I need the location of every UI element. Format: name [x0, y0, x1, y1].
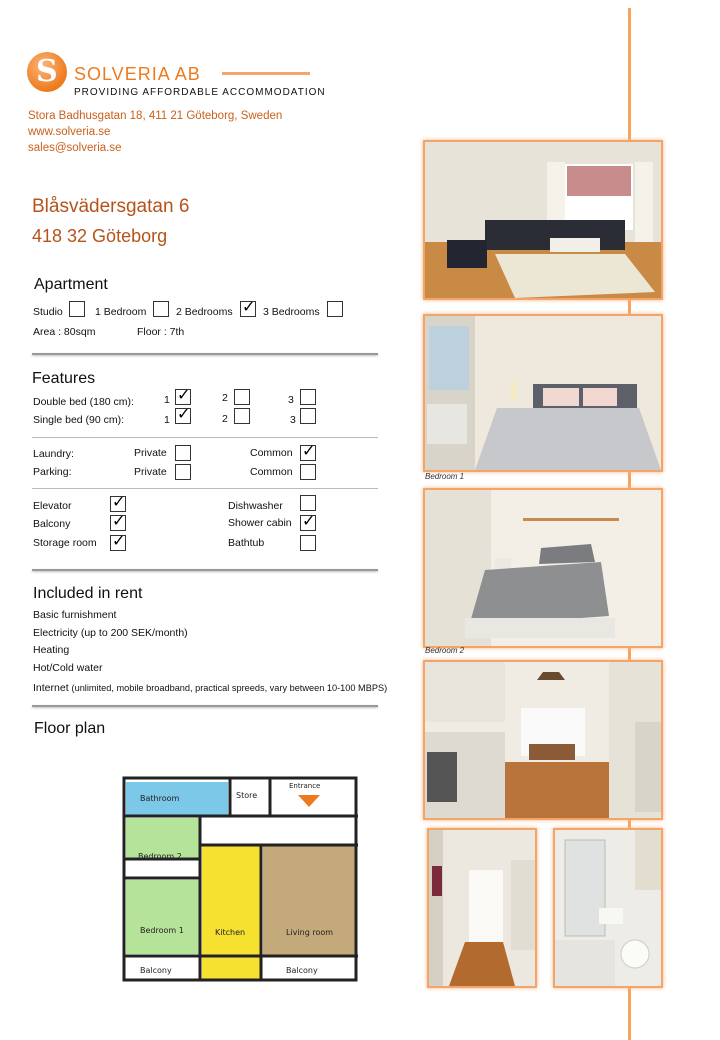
type-studio-checkbox[interactable]	[69, 301, 85, 317]
included-heading: Included in rent	[33, 585, 143, 602]
bathtub-label: Bathtub	[228, 537, 265, 549]
floor-plan	[118, 770, 368, 985]
photo-bedroom-1	[423, 314, 663, 472]
dishwasher-label: Dishwasher	[228, 500, 283, 512]
included-item: Heating	[33, 644, 70, 656]
laundry-private-label: Private	[134, 447, 167, 459]
room-kitchen: Kitchen	[215, 928, 246, 937]
bedroom-2-image	[425, 490, 661, 646]
parking-private-label: Private	[134, 466, 167, 478]
included-item: Basic furnishment	[33, 609, 117, 621]
parking-label: Parking:	[33, 466, 72, 478]
room-bedroom2: Bedroom 2	[138, 852, 182, 861]
storage-label: Storage room	[33, 537, 97, 549]
logo-letter: S	[36, 54, 58, 89]
type-1bed-checkbox[interactable]	[153, 301, 169, 317]
elevator-checkbox[interactable]	[110, 496, 126, 512]
photo-bathroom	[553, 828, 663, 988]
company-email[interactable]: sales@solveria.se	[28, 142, 122, 154]
included-item: Electricity (up to 200 SEK/month)	[33, 627, 188, 639]
photo-kitchen	[423, 660, 663, 820]
section-divider	[32, 569, 378, 571]
room-bedroom1: Bedroom 1	[140, 926, 184, 935]
shower-label: Shower cabin	[228, 517, 292, 529]
parking-common-checkbox[interactable]	[300, 464, 316, 480]
company-address: Stora Badhusgatan 18, 411 21 Göteborg, Sweden	[28, 110, 283, 122]
single-bed-n3: 3	[290, 414, 296, 426]
kitchen-image	[425, 662, 661, 818]
single-bed-3-checkbox[interactable]	[300, 408, 316, 424]
bathroom-image	[555, 830, 661, 986]
double-bed-label: Double bed (180 cm):	[33, 396, 134, 408]
internet-note: (unlimited, mobile broadband, practical spreeds, vary between 10-100 MBPS)	[71, 683, 388, 693]
room-balcony-left: Balcony	[140, 966, 172, 975]
elevator-label: Elevator	[33, 500, 72, 512]
double-bed-1-checkbox[interactable]	[175, 389, 191, 405]
dishwasher-checkbox[interactable]	[300, 495, 316, 511]
laundry-label: Laundry:	[33, 448, 74, 460]
type-2bed-label: 2 Bedrooms	[176, 306, 233, 318]
type-1bed-label: 1 Bedroom	[95, 306, 147, 318]
type-3bed-label: 3 Bedrooms	[263, 306, 320, 318]
shower-checkbox[interactable]	[300, 515, 316, 531]
storage-checkbox[interactable]	[110, 535, 126, 551]
single-bed-n2: 2	[222, 413, 228, 425]
listing-street: Blåsvädersgatan 6	[32, 196, 190, 217]
type-2bed-checkbox[interactable]	[240, 301, 256, 317]
features-heading: Features	[32, 370, 96, 387]
floorplan-heading: Floor plan	[34, 720, 106, 737]
divider	[32, 488, 378, 489]
photo-hallway	[427, 828, 537, 988]
hallway-image	[429, 830, 535, 986]
laundry-private-checkbox[interactable]	[175, 445, 191, 461]
company-website[interactable]: www.solveria.se	[28, 126, 111, 138]
double-bed-n2: 2	[222, 392, 228, 404]
caption-bedroom-2: Bedroom 2	[425, 646, 465, 655]
type-3bed-checkbox[interactable]	[327, 301, 343, 317]
double-bed-n1: 1	[164, 394, 170, 406]
single-bed-1-checkbox[interactable]	[175, 408, 191, 424]
room-entrance: Entrance	[289, 782, 321, 790]
area-text: Area : 80sqm	[33, 326, 96, 338]
company-name: SOLVERIA AB	[74, 64, 201, 84]
parking-private-checkbox[interactable]	[175, 464, 191, 480]
brand-underline	[222, 72, 310, 75]
divider	[32, 437, 378, 438]
type-studio-label: Studio	[33, 306, 63, 318]
laundry-common-label: Common	[250, 447, 293, 459]
room-balcony-right: Balcony	[286, 966, 318, 975]
company-tagline: PROVIDING AFFORDABLE ACCOMMODATION	[74, 87, 326, 98]
section-divider	[32, 705, 378, 707]
living-room-image	[425, 142, 661, 298]
photo-bedroom-2	[423, 488, 663, 648]
apartment-heading: Apartment	[34, 276, 108, 293]
listing-city: 418 32 Göteborg	[32, 226, 168, 246]
single-bed-n1: 1	[164, 414, 170, 426]
room-store: Store	[236, 791, 258, 800]
internet-label: Internet	[33, 682, 69, 694]
floor-text: Floor : 7th	[137, 326, 185, 338]
double-bed-2-checkbox[interactable]	[234, 389, 250, 405]
parking-common-label: Common	[250, 466, 293, 478]
balcony-label: Balcony	[33, 518, 71, 530]
room-bathroom: Bathroom	[140, 794, 180, 803]
double-bed-3-checkbox[interactable]	[300, 389, 316, 405]
section-divider	[32, 353, 378, 355]
room-living: Living room	[286, 928, 334, 937]
photo-living-room	[423, 140, 663, 300]
double-bed-n3: 3	[288, 394, 294, 406]
single-bed-2-checkbox[interactable]	[234, 408, 250, 424]
bathtub-checkbox[interactable]	[300, 535, 316, 551]
included-item: Hot/Cold water	[33, 662, 103, 674]
balcony-checkbox[interactable]	[110, 515, 126, 531]
single-bed-label: Single bed (90 cm):	[33, 414, 125, 426]
caption-bedroom-1: Bedroom 1	[425, 472, 465, 481]
bedroom-1-image	[425, 316, 661, 470]
laundry-common-checkbox[interactable]	[300, 445, 316, 461]
